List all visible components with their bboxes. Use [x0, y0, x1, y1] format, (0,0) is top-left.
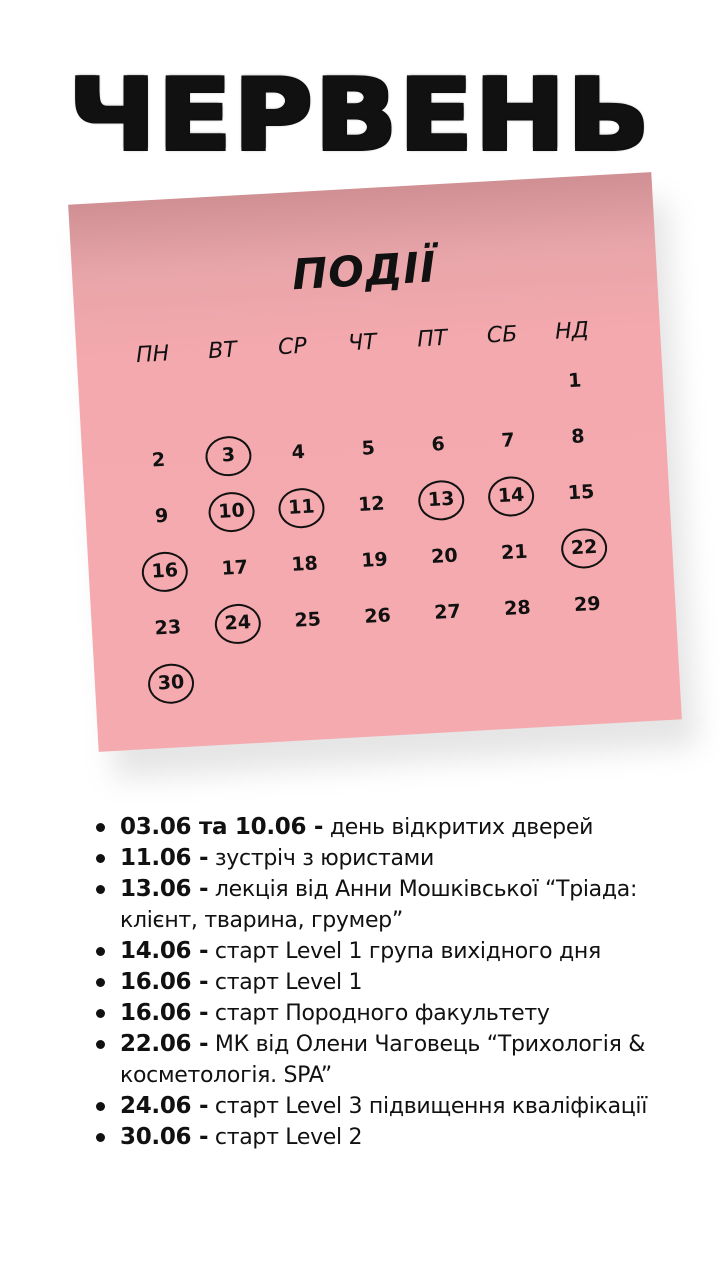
event-day: 11	[277, 487, 325, 530]
calendar-day: 5	[360, 437, 376, 460]
event-day: 24	[214, 603, 262, 646]
event-description: старт Level 1 група вихідного дня	[208, 939, 601, 964]
note-paper	[68, 172, 682, 752]
calendar-day: 9	[154, 504, 169, 528]
calendar-day: 2	[151, 448, 166, 472]
event-item	[96, 812, 696, 843]
event-day: 3	[204, 435, 252, 478]
event-item	[96, 1122, 696, 1153]
event-day: 16	[141, 551, 189, 594]
event-description: МК від Олени Чаговець “Трихологія & косметологія. SPA”	[120, 1032, 646, 1088]
events-list	[96, 812, 696, 1153]
month-title: ЧЕРВЕНЬ	[68, 58, 652, 174]
event-date: 13.06 -	[120, 876, 209, 902]
calendar-day: 6	[430, 433, 446, 456]
event-item	[96, 1029, 696, 1091]
sticky-note	[68, 172, 682, 752]
weekday-label: ПН	[135, 341, 170, 369]
event-day: 13	[417, 479, 465, 522]
event-description: старт Level 3 підвищення кваліфікації	[208, 1094, 648, 1119]
weekday-label: ЧТ	[347, 329, 378, 357]
calendar-day: 7	[500, 429, 516, 452]
event-date: 24.06 -	[120, 1093, 209, 1119]
event-day: 30	[147, 662, 195, 705]
calendar-day: 21	[500, 540, 529, 565]
calendar-day: 25	[293, 608, 322, 632]
event-day: 10	[207, 491, 255, 534]
calendar-day: 20	[430, 544, 459, 568]
event-date: 22.06 -	[120, 1031, 209, 1057]
calendar-day: 4	[291, 440, 306, 464]
event-date: 14.06 -	[120, 938, 209, 964]
calendar-day: 28	[503, 596, 532, 621]
calendar-grid	[124, 358, 643, 745]
event-item	[96, 998, 696, 1029]
event-date: 16.06 -	[120, 969, 209, 995]
event-date: 30.06 -	[120, 1124, 209, 1150]
calendar-day: 26	[363, 604, 392, 628]
weekday-label: ВТ	[207, 337, 238, 365]
weekday-label: СБ	[486, 321, 519, 349]
event-description: лекція від Анни Мошківської “Тріада: клієнт, тварина, грумер”	[120, 877, 638, 933]
calendar-day: 12	[357, 492, 386, 516]
weekday-label: НД	[554, 317, 590, 345]
event-description: старт Level 1	[208, 970, 363, 995]
events-heading: ПОДІЇ	[290, 242, 438, 300]
event-day: 22	[560, 527, 608, 570]
calendar-day: 15	[567, 480, 595, 505]
event-day: 14	[487, 475, 535, 518]
calendar-day: 27	[433, 600, 462, 624]
weekday-label: СР	[277, 333, 308, 361]
calendar-day: 17	[220, 556, 249, 580]
event-description: старт Породного факультету	[208, 1001, 550, 1026]
calendar-day: 19	[360, 548, 389, 572]
event-item	[96, 843, 696, 874]
event-date: 11.06 -	[120, 845, 209, 871]
calendar-day: 29	[573, 592, 602, 617]
event-item	[96, 1091, 696, 1122]
calendar-day: 23	[154, 616, 182, 640]
calendar-day: 1	[567, 369, 582, 393]
calendar-day: 18	[290, 552, 319, 576]
event-description: день відкритих дверей	[323, 815, 594, 840]
event-description: старт Level 2	[208, 1125, 363, 1150]
event-item	[96, 874, 696, 936]
weekday-label: ПТ	[416, 325, 448, 353]
event-item	[96, 936, 696, 967]
event-date: 03.06 та 10.06 -	[120, 814, 324, 840]
calendar-day: 8	[570, 425, 586, 448]
event-date: 16.06 -	[120, 1000, 209, 1026]
event-description: зустріч з юристами	[208, 846, 434, 871]
event-item	[96, 967, 696, 998]
